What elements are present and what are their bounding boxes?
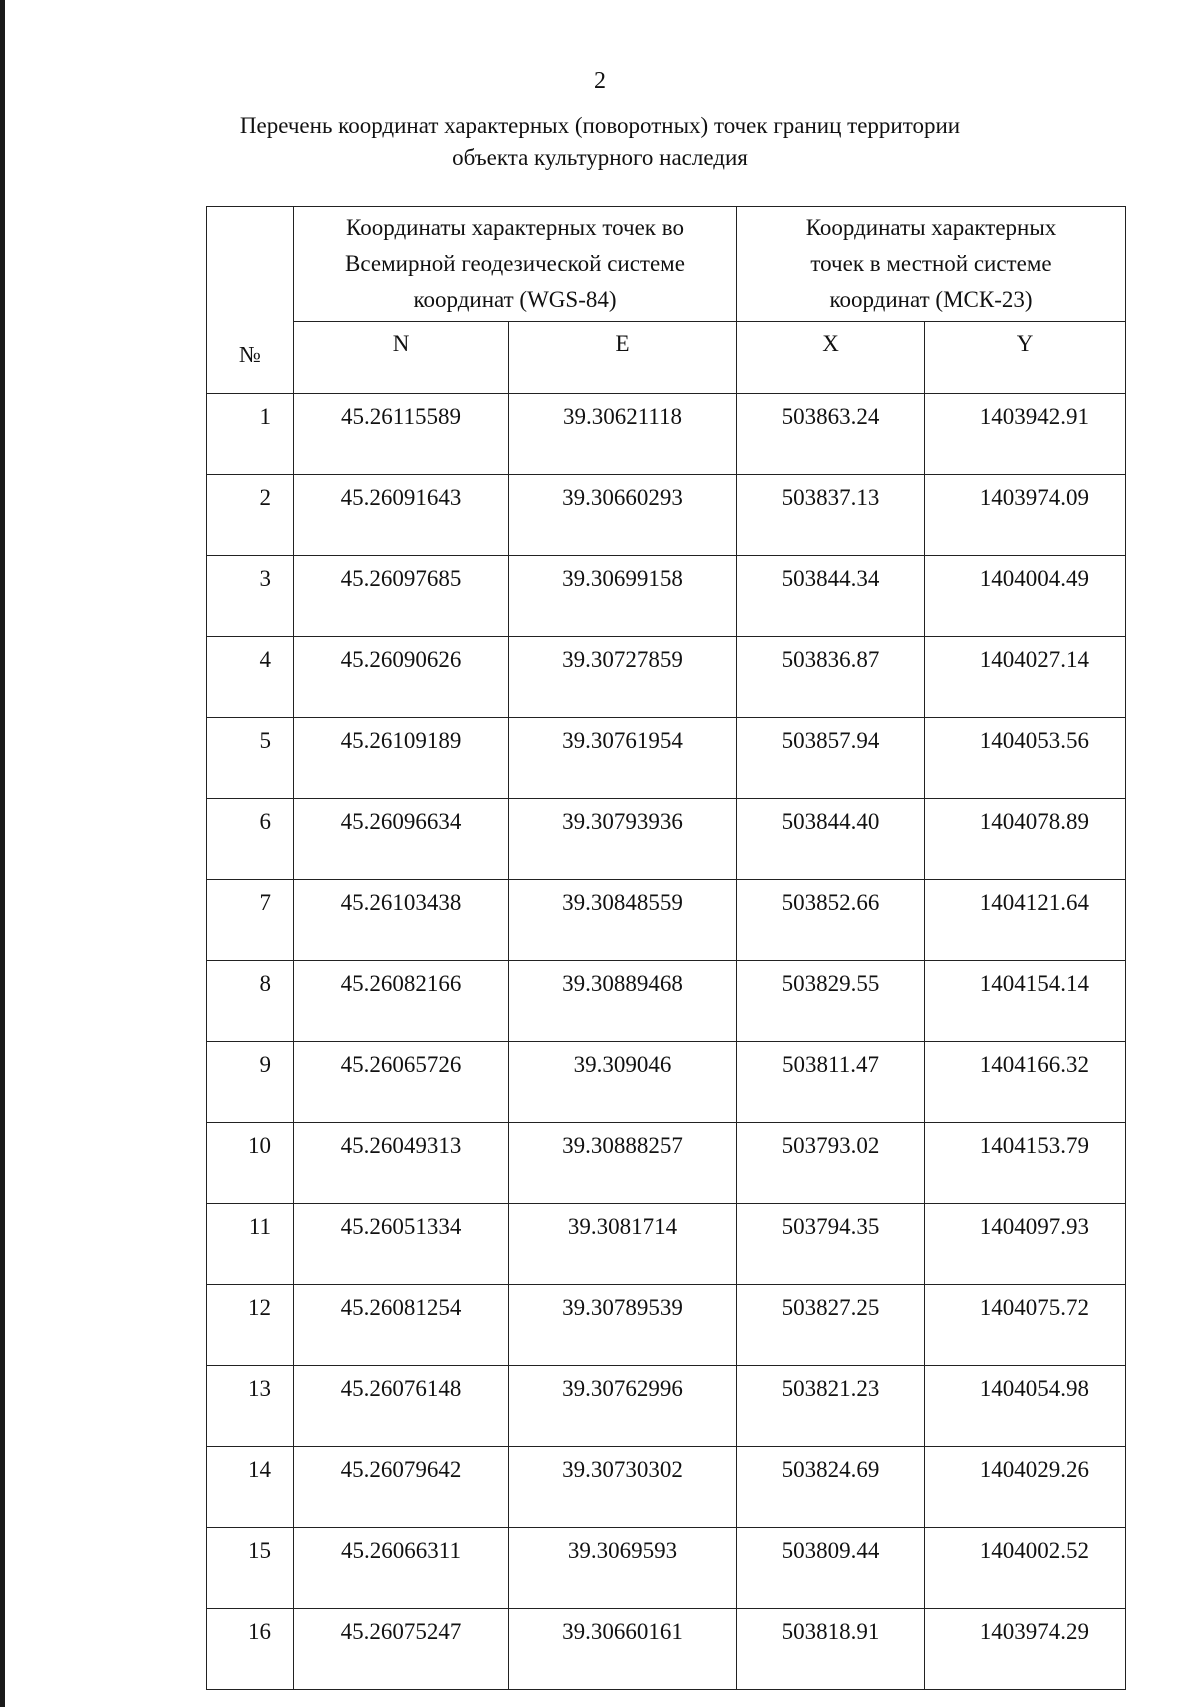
cell-y: 1404002.52: [925, 1528, 1126, 1609]
cell-e: 39.3069593: [509, 1528, 737, 1609]
table-row: [207, 1609, 1126, 1690]
header-wgs84: [294, 207, 737, 322]
cell-y: 1404027.14: [925, 637, 1126, 718]
table-row: [207, 718, 1126, 799]
row-number: 10: [207, 1123, 294, 1204]
cell-n: 45.26096634: [294, 799, 509, 880]
cell-n: 45.26066311: [294, 1528, 509, 1609]
cell-e: 39.30848559: [509, 880, 737, 961]
header-x: X: [737, 322, 925, 394]
row-number: 11: [207, 1204, 294, 1285]
row-number: 5: [207, 718, 294, 799]
cell-n: 45.26115589: [294, 394, 509, 475]
table-row: [207, 799, 1126, 880]
cell-n: 45.26097685: [294, 556, 509, 637]
row-number: 12: [207, 1285, 294, 1366]
cell-x: 503852.66: [737, 880, 925, 961]
document-title-line-1: Перечень координат характерных (поворотных) точек границ территории: [239, 113, 961, 138]
cell-y: 1404154.14: [925, 961, 1126, 1042]
header-msk23-line-2: точек в местной системе: [810, 251, 1052, 276]
cell-y: 1404053.56: [925, 718, 1126, 799]
cell-x: 503844.40: [737, 799, 925, 880]
cell-n: 45.26075247: [294, 1609, 509, 1690]
table-row: [207, 880, 1126, 961]
row-number: 3: [207, 556, 294, 637]
header-y: Y: [925, 322, 1126, 394]
cell-x: 503811.47: [737, 1042, 925, 1123]
cell-e: 39.30730302: [509, 1447, 737, 1528]
cell-n: 45.26082166: [294, 961, 509, 1042]
scan-edge: [0, 0, 5, 1707]
cell-x: 503844.34: [737, 556, 925, 637]
table-row: [207, 394, 1126, 475]
row-number: 9: [207, 1042, 294, 1123]
row-number: 14: [207, 1447, 294, 1528]
table-row: [207, 1285, 1126, 1366]
cell-x: 503829.55: [737, 961, 925, 1042]
header-number: №: [207, 207, 294, 394]
cell-e: 39.30888257: [509, 1123, 737, 1204]
row-number: 6: [207, 799, 294, 880]
cell-e: 39.30889468: [509, 961, 737, 1042]
cell-x: 503857.94: [737, 718, 925, 799]
cell-e: 39.30761954: [509, 718, 737, 799]
cell-y: 1404054.98: [925, 1366, 1126, 1447]
cell-n: 45.26051334: [294, 1204, 509, 1285]
cell-e: 39.30789539: [509, 1285, 737, 1366]
cell-x: 503793.02: [737, 1123, 925, 1204]
header-wgs84-line-1: Координаты характерных точек во: [346, 215, 684, 240]
cell-x: 503809.44: [737, 1528, 925, 1609]
table-row: [207, 637, 1126, 718]
header-msk23-line-3: координат (МСК-23): [829, 287, 1033, 312]
header-n: N: [294, 322, 509, 394]
coordinates-table: [206, 206, 1126, 1690]
cell-n: 45.26103438: [294, 880, 509, 961]
cell-y: 1404029.26: [925, 1447, 1126, 1528]
row-number: 2: [207, 475, 294, 556]
cell-n: 45.26049313: [294, 1123, 509, 1204]
row-number: 4: [207, 637, 294, 718]
row-number: 1: [207, 394, 294, 475]
header-msk23: [737, 207, 1126, 322]
document-title: [180, 110, 1020, 174]
row-number: 8: [207, 961, 294, 1042]
cell-e: 39.309046: [509, 1042, 737, 1123]
row-number: 16: [207, 1609, 294, 1690]
cell-n: 45.26081254: [294, 1285, 509, 1366]
cell-y: 1403974.29: [925, 1609, 1126, 1690]
table-row: [207, 1447, 1126, 1528]
row-number: 15: [207, 1528, 294, 1609]
coordinates-table-body: [207, 394, 1126, 1690]
table-row: [207, 1366, 1126, 1447]
cell-n: 45.26090626: [294, 637, 509, 718]
cell-y: 1404097.93: [925, 1204, 1126, 1285]
cell-x: 503863.24: [737, 394, 925, 475]
cell-y: 1403942.91: [925, 394, 1126, 475]
document-title-line-2: объекта культурного наследия: [452, 145, 748, 170]
cell-e: 39.30793936: [509, 799, 737, 880]
cell-y: 1404075.72: [925, 1285, 1126, 1366]
header-e: E: [509, 322, 737, 394]
cell-n: 45.26079642: [294, 1447, 509, 1528]
cell-e: 39.30621118: [509, 394, 737, 475]
row-number: 13: [207, 1366, 294, 1447]
cell-y: 1404121.64: [925, 880, 1126, 961]
table-row: [207, 1528, 1126, 1609]
cell-e: 39.3081714: [509, 1204, 737, 1285]
cell-n: 45.26076148: [294, 1366, 509, 1447]
table-row: [207, 1204, 1126, 1285]
cell-e: 39.30727859: [509, 637, 737, 718]
cell-x: 503794.35: [737, 1204, 925, 1285]
cell-x: 503818.91: [737, 1609, 925, 1690]
cell-y: 1404078.89: [925, 799, 1126, 880]
cell-n: 45.26109189: [294, 718, 509, 799]
cell-e: 39.30762996: [509, 1366, 737, 1447]
header-msk23-line-1: Координаты характерных: [805, 215, 1057, 240]
page-number: 2: [594, 68, 606, 94]
cell-x: 503827.25: [737, 1285, 925, 1366]
cell-x: 503837.13: [737, 475, 925, 556]
cell-x: 503836.87: [737, 637, 925, 718]
cell-y: 1404166.32: [925, 1042, 1126, 1123]
cell-e: 39.30699158: [509, 556, 737, 637]
table-row: [207, 1042, 1126, 1123]
cell-y: 1404004.49: [925, 556, 1126, 637]
cell-x: 503821.23: [737, 1366, 925, 1447]
cell-e: 39.30660293: [509, 475, 737, 556]
cell-n: 45.26065726: [294, 1042, 509, 1123]
table-row: [207, 556, 1126, 637]
header-wgs84-line-3: координат (WGS-84): [413, 287, 617, 312]
cell-x: 503824.69: [737, 1447, 925, 1528]
table-row: [207, 1123, 1126, 1204]
header-wgs84-line-2: Всемирной геодезической системе: [345, 251, 685, 276]
cell-e: 39.30660161: [509, 1609, 737, 1690]
row-number: 7: [207, 880, 294, 961]
table-row: [207, 475, 1126, 556]
table-row: [207, 961, 1126, 1042]
cell-y: 1403974.09: [925, 475, 1126, 556]
cell-n: 45.26091643: [294, 475, 509, 556]
cell-y: 1404153.79: [925, 1123, 1126, 1204]
